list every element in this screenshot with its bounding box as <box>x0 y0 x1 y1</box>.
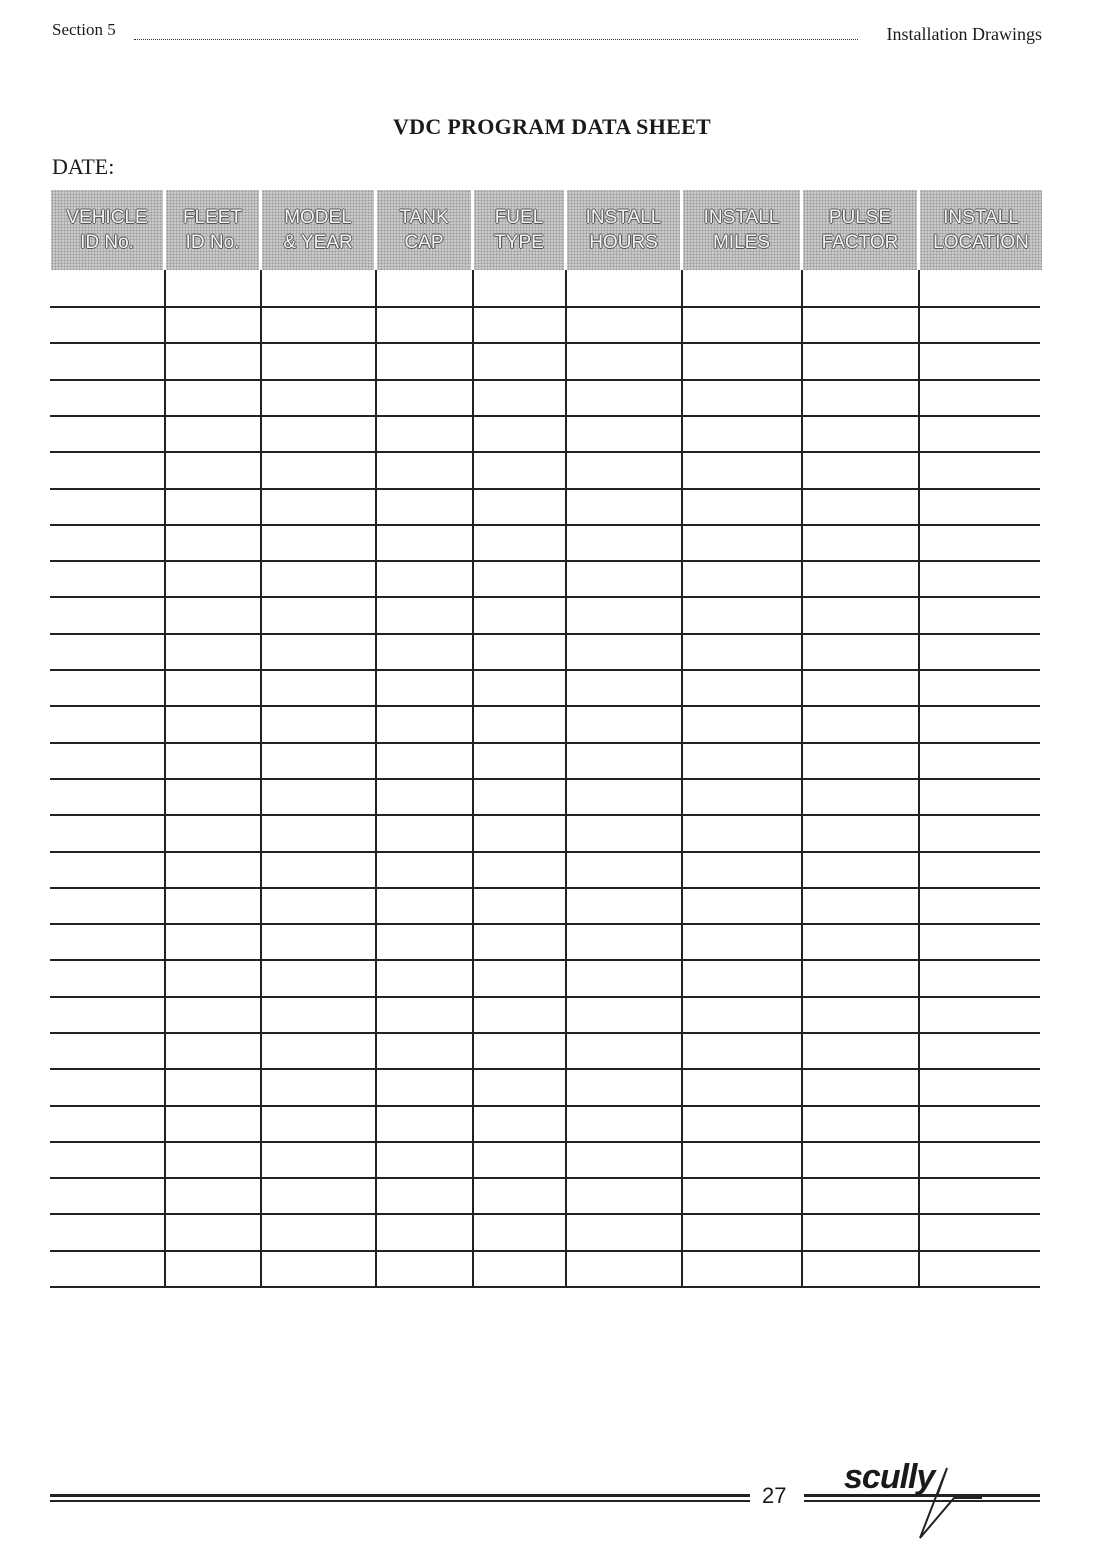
column-header-line: FLEET <box>182 207 243 228</box>
table-row-line <box>50 1105 1040 1107</box>
table-row-line <box>50 342 1040 344</box>
column-header-line: FUEL <box>494 207 544 228</box>
column-header <box>683 190 800 270</box>
table-row-line <box>50 306 1040 308</box>
column-header-line: ID No. <box>185 232 240 253</box>
table-row-line <box>50 887 1040 889</box>
column-header-line: LOCATION <box>933 232 1029 253</box>
column-header <box>920 190 1042 270</box>
table-row-line <box>50 379 1040 381</box>
table-row-line <box>50 524 1040 526</box>
document-title: VDC PROGRAM DATA SHEET <box>392 114 712 139</box>
column-header-line: TYPE <box>494 232 544 253</box>
table-row-line <box>50 488 1040 490</box>
table-row-line <box>50 705 1040 707</box>
table-row-line <box>50 596 1040 598</box>
table-row-line <box>50 778 1040 780</box>
column-header-line: TANK <box>399 207 449 228</box>
column-header-line: CAP <box>404 232 444 253</box>
column-header <box>166 190 259 270</box>
table-row-line <box>50 742 1040 744</box>
table-row-line <box>50 959 1040 961</box>
column-header <box>567 190 680 270</box>
column-header <box>51 190 163 270</box>
table-row-line <box>50 633 1040 635</box>
table-row-line <box>50 560 1040 562</box>
column-header-line: VEHICLE <box>66 207 148 228</box>
table-row-line <box>50 415 1040 417</box>
table-row-line <box>50 669 1040 671</box>
table-row-line <box>50 1213 1040 1215</box>
table-row-line <box>50 1286 1040 1288</box>
column-header-line: INSTALL <box>703 207 780 228</box>
column-header <box>803 190 917 270</box>
column-header-line: MODEL <box>284 207 352 228</box>
chapter-label: Installation Drawings <box>886 24 1042 44</box>
table-row-line <box>50 923 1040 925</box>
scully-logo <box>842 1458 982 1548</box>
column-header-line: INSTALL <box>585 207 662 228</box>
data-sheet-table <box>50 190 1044 1290</box>
header-leader-dots <box>134 39 858 40</box>
logo-wordmark: scully <box>844 1458 935 1496</box>
table-row-line <box>50 851 1040 853</box>
table-row-line <box>50 1177 1040 1179</box>
table-row-line <box>50 996 1040 998</box>
column-header-line: ID No. <box>80 232 134 253</box>
footer-rule <box>50 1500 750 1502</box>
table-row-line <box>50 1250 1040 1252</box>
footer-rule <box>50 1494 750 1497</box>
column-header-line: MILES <box>712 232 771 253</box>
column-header <box>474 190 564 270</box>
table-row-line <box>50 814 1040 816</box>
date-label: DATE: <box>52 154 115 179</box>
column-header-line: HOURS <box>589 232 658 253</box>
table-row-line <box>50 1068 1040 1070</box>
section-label: Section 5 <box>52 20 116 39</box>
column-header-line: INSTALL <box>943 207 1019 228</box>
logo-pulse-icon <box>842 1458 982 1548</box>
column-header-line: FACTOR <box>821 232 899 253</box>
table-row-line <box>50 451 1040 453</box>
table-row-line <box>50 1141 1040 1143</box>
column-header <box>262 190 374 270</box>
column-header-line: & YEAR <box>283 232 353 253</box>
page-number: 27 <box>762 1483 787 1508</box>
table-row-line <box>50 1032 1040 1034</box>
column-header <box>377 190 471 270</box>
column-header-line: PULSE <box>828 207 892 228</box>
